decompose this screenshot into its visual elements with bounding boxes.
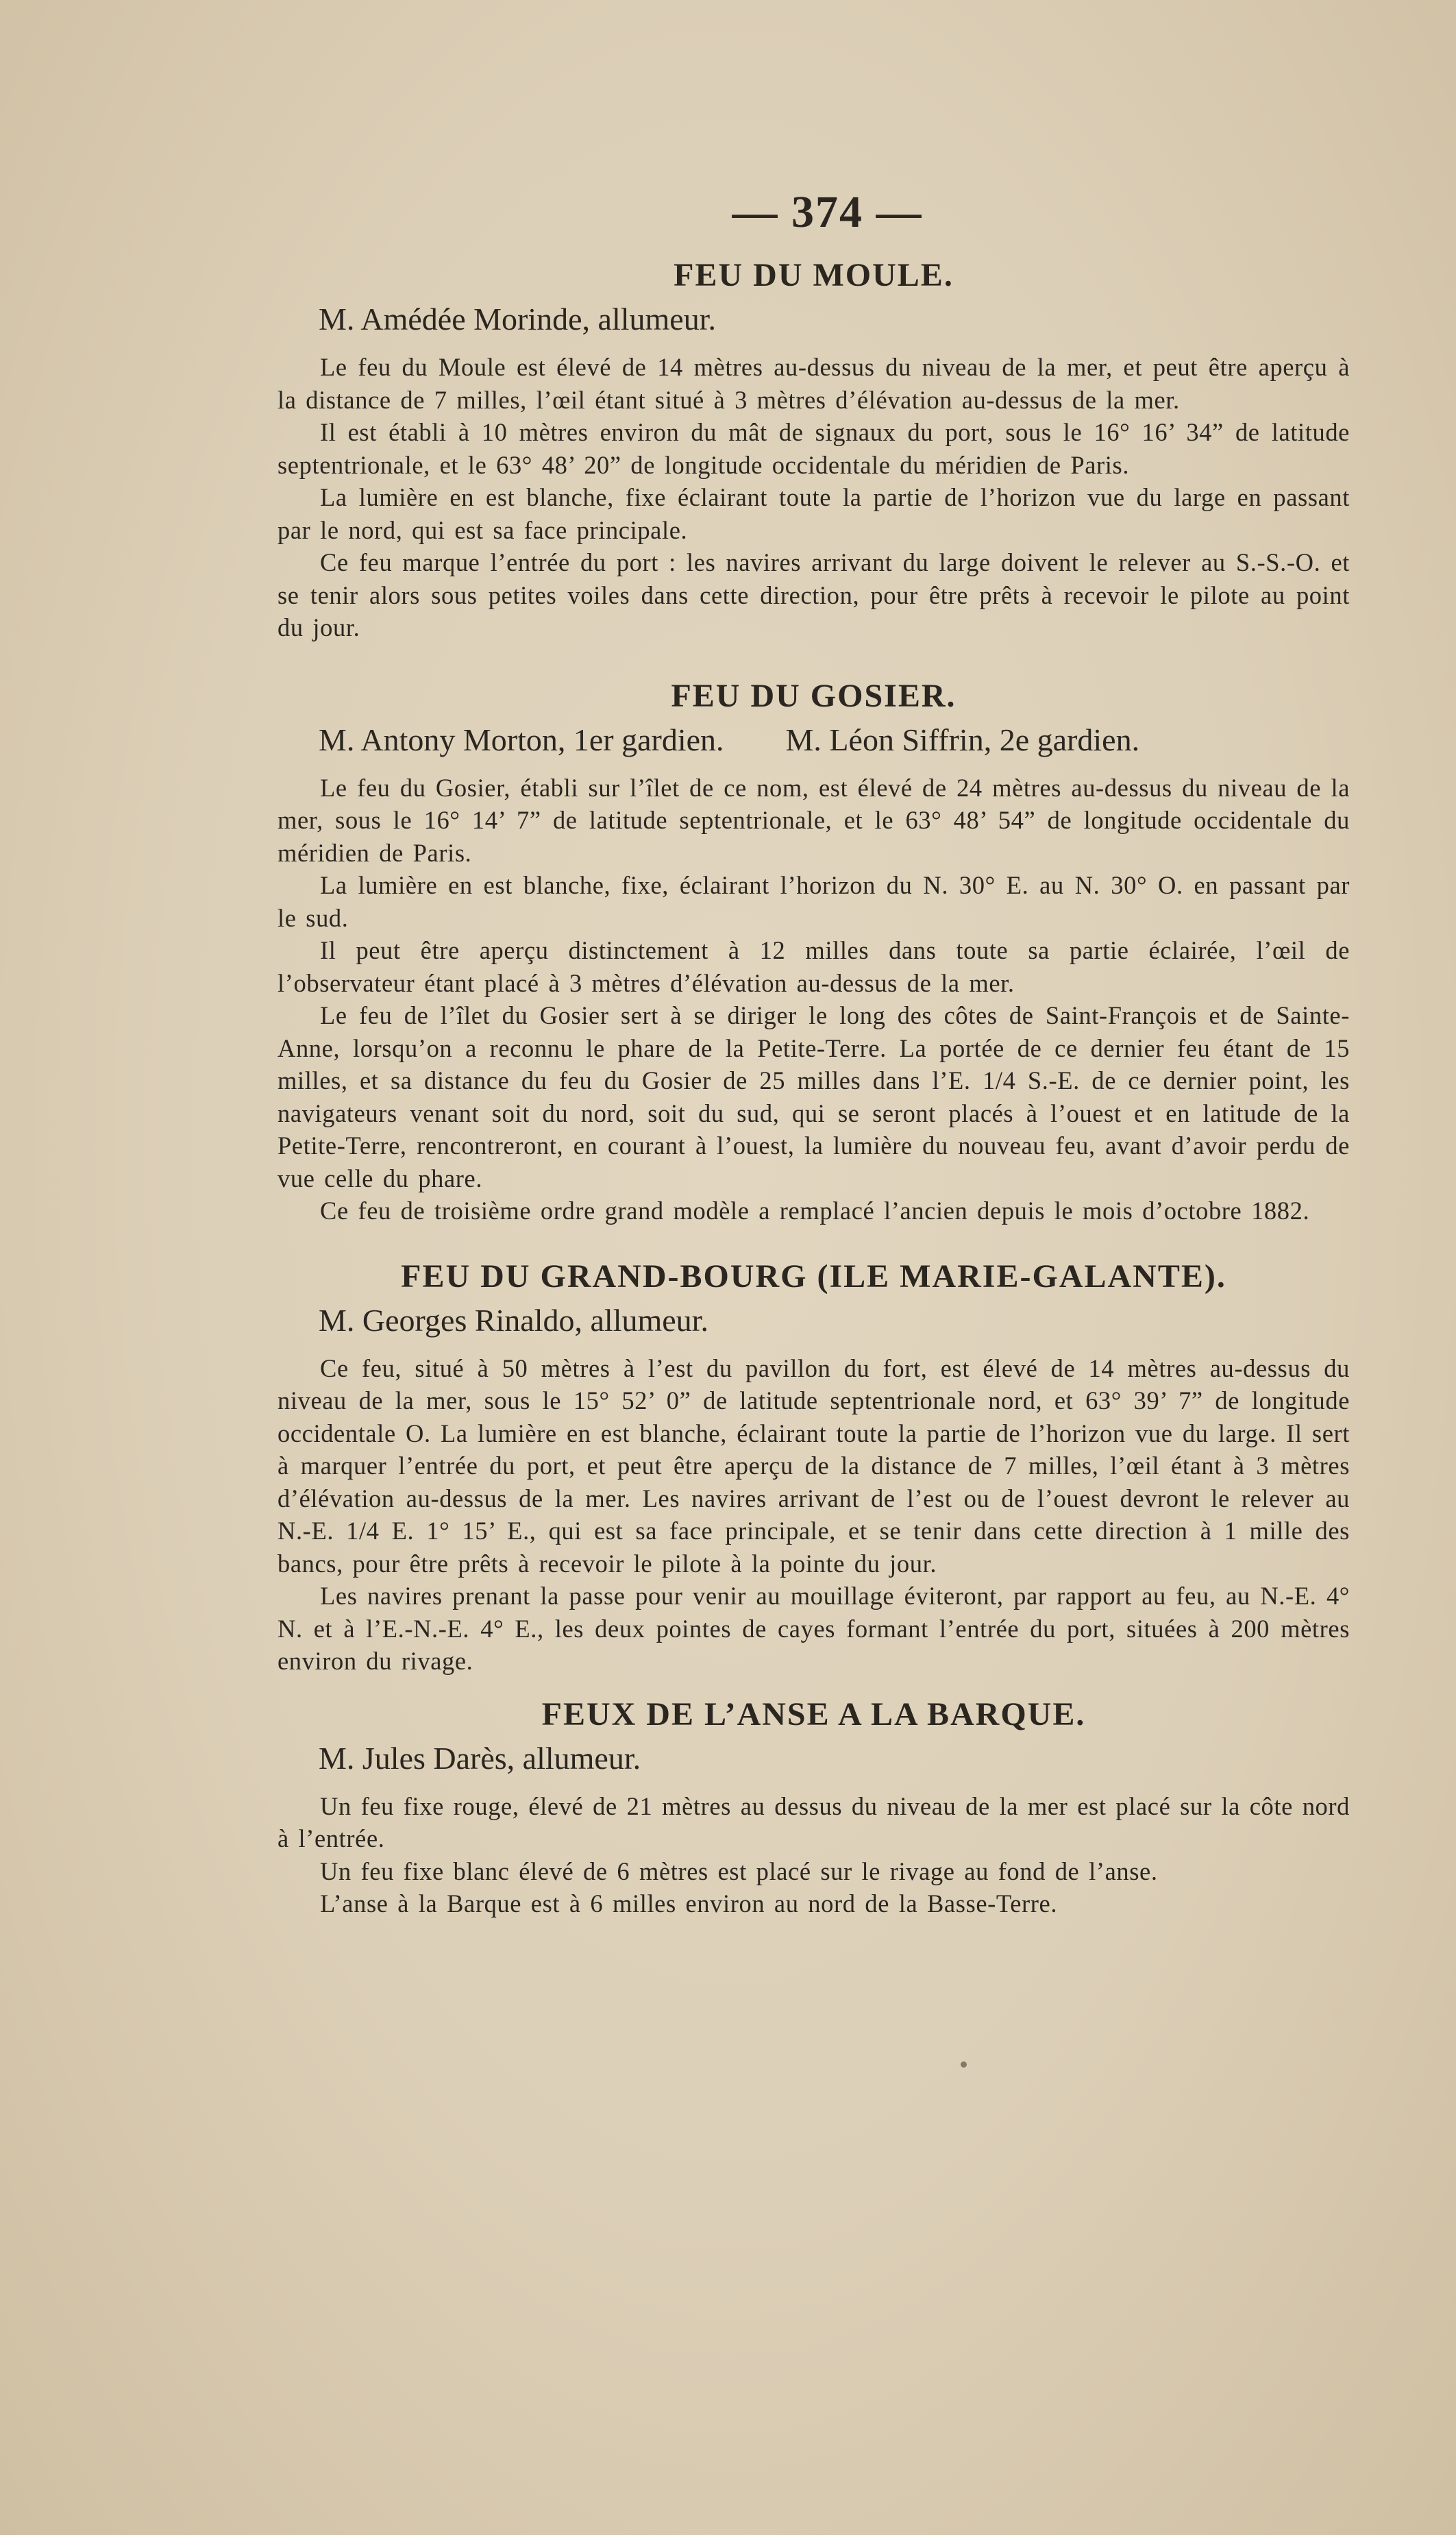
section-feu-du-grand-bourg bbox=[277, 1255, 1350, 1678]
staff-member: M. Jules Darès, allumeur. bbox=[319, 1740, 641, 1776]
paragraph: La lumière en est blanche, fixe, éclairant l’horizon du N. 30° E. au N. 30° O. en passant par le sud. bbox=[277, 871, 1350, 932]
paragraph: Un feu fixe blanc élevé de 6 mètres est placé sur le rivage au fond de l’anse. bbox=[320, 1857, 1158, 1885]
section-feu-du-moule bbox=[277, 254, 1350, 644]
section-title: FEU DU MOULE. bbox=[674, 257, 954, 293]
paragraph: Ce feu marque l’entrée du port : les navires arrivant du large doivent le relever au S.-S.-O. et se tenir alors sous petites voiles dans cette direction, pour être prêts à recevoir le pilote au point du jour. bbox=[277, 548, 1350, 641]
paragraph: Un feu fixe rouge, élevé de 21 mètres au dessus du niveau de la mer est placé sur la côte nord à l’entrée. bbox=[277, 1791, 1350, 1852]
paragraph: La lumière en est blanche, fixe éclairant toute la partie de l’horizon vue du large en passant par le nord, qui est sa face principale. bbox=[277, 483, 1350, 544]
page-content bbox=[277, 185, 1350, 1920]
paragraph: Ce feu de troisième ordre grand modèle a remplacé l’ancien depuis le mois d’octobre 1882. bbox=[320, 1197, 1310, 1225]
section-feux-anse-a-la-barque bbox=[277, 1693, 1350, 1920]
paper-speck bbox=[961, 2061, 967, 2068]
section-title: FEUX DE L’ANSE A LA BARQUE. bbox=[541, 1695, 1086, 1732]
staff-line bbox=[319, 1737, 1350, 1780]
page-number: — 374 — bbox=[732, 187, 923, 237]
staff-line bbox=[319, 1299, 1350, 1343]
paragraph: L’anse à la Barque est à 6 milles environ au nord de la Basse-Terre. bbox=[320, 1889, 1058, 1918]
staff-line bbox=[319, 297, 1350, 341]
staff-line bbox=[319, 718, 1350, 762]
paragraph: Il est établi à 10 mètres environ du mât de signaux du port, sous le 16° 16’ 34” de latitude septentrionale, et le 63° 48’ 20” de longitude occidentale du méridien de Paris. bbox=[277, 418, 1350, 479]
section-title: FEU DU GOSIER. bbox=[671, 677, 957, 714]
paragraph: Les navires prenant la passe pour venir au mouillage éviteront, par rapport au feu, au N.-E. 4° N. et à l’E.-N.-E. 4° E., les deux pointes de cayes formant l’entrée du port, situées à 200 mètres environ du rivage. bbox=[277, 1582, 1350, 1675]
staff-member: M. Amédée Morinde, allumeur. bbox=[319, 302, 716, 336]
paragraph: Le feu du Moule est élevé de 14 mètres au-dessus du niveau de la mer, et peut être aperçu à la distance de 7 milles, l’œil étant situé à 3 mètres d’élévation au-dessus de la mer. bbox=[277, 353, 1350, 414]
paragraph: Le feu de l’îlet du Gosier sert à se diriger le long des côtes de Saint-François et de Sainte-Anne, lorsqu’on a reconnu le phare de la Petite-Terre. La portée de ce dernier feu étant de 15 milles, et sa distance du feu du Gosier de 25 milles dans l’E. 1/4 S.-E. de ce dernier point, les navigateurs venant soit du nord, soit du sud, qui se seront placés à l’ouest et en latitude de la Petite-Terre, rencontreront, en courant à l’ouest, la lumière du nouveau feu, avant d’avoir perdu de vue celle du phare. bbox=[277, 1001, 1350, 1192]
section-feu-du-gosier bbox=[277, 674, 1350, 1227]
paragraph: Il peut être aperçu distinctement à 12 milles dans toute sa partie éclairée, l’œil de l’observateur étant placé à 3 mètres d’élévation au-dessus de la mer. bbox=[277, 936, 1350, 997]
paragraph: Le feu du Gosier, établi sur l’îlet de ce nom, est élevé de 24 mètres au-dessus du niveau de la mer, sous le 16° 14’ 7” de latitude septentrionale, et le 63° 48’ 54” de longitude occidentale du méridien de Paris. bbox=[277, 773, 1350, 867]
paragraph: Ce feu, situé à 50 mètres à l’est du pavillon du fort, est élevé de 14 mètres au-dessus du niveau de la mer, sous le 15° 52’ 0” de latitude septentrionale nord, et 63° 39’ 7” de longitude occidentale O. La lumière en est blanche, éclairant toute la partie de l’horizon vue du large. Il sert à marquer l’entrée du port, et peut être aperçu de la distance de 7 milles, l’œil étant à 3 mètres d’élévation au-dessus de la mer. Les navires arrivant de l’est ou de l’ouest devront le relever au N.-E. 1/4 E. 1° 15’ E., qui est sa face principale, et se tenir dans cette direction à 1 mille des bancs, pour être prêts à recevoir le pilote à la pointe du jour. bbox=[277, 1354, 1350, 1578]
section-title: FEU DU GRAND-BOURG (ILE MARIE-GALANTE). bbox=[401, 1258, 1226, 1295]
staff-member: M. Antony Morton, 1er gardien. bbox=[319, 722, 724, 757]
staff-member: M. Léon Siffrin, 2e gardien. bbox=[785, 722, 1140, 757]
staff-member: M. Georges Rinaldo, allumeur. bbox=[319, 1302, 708, 1338]
